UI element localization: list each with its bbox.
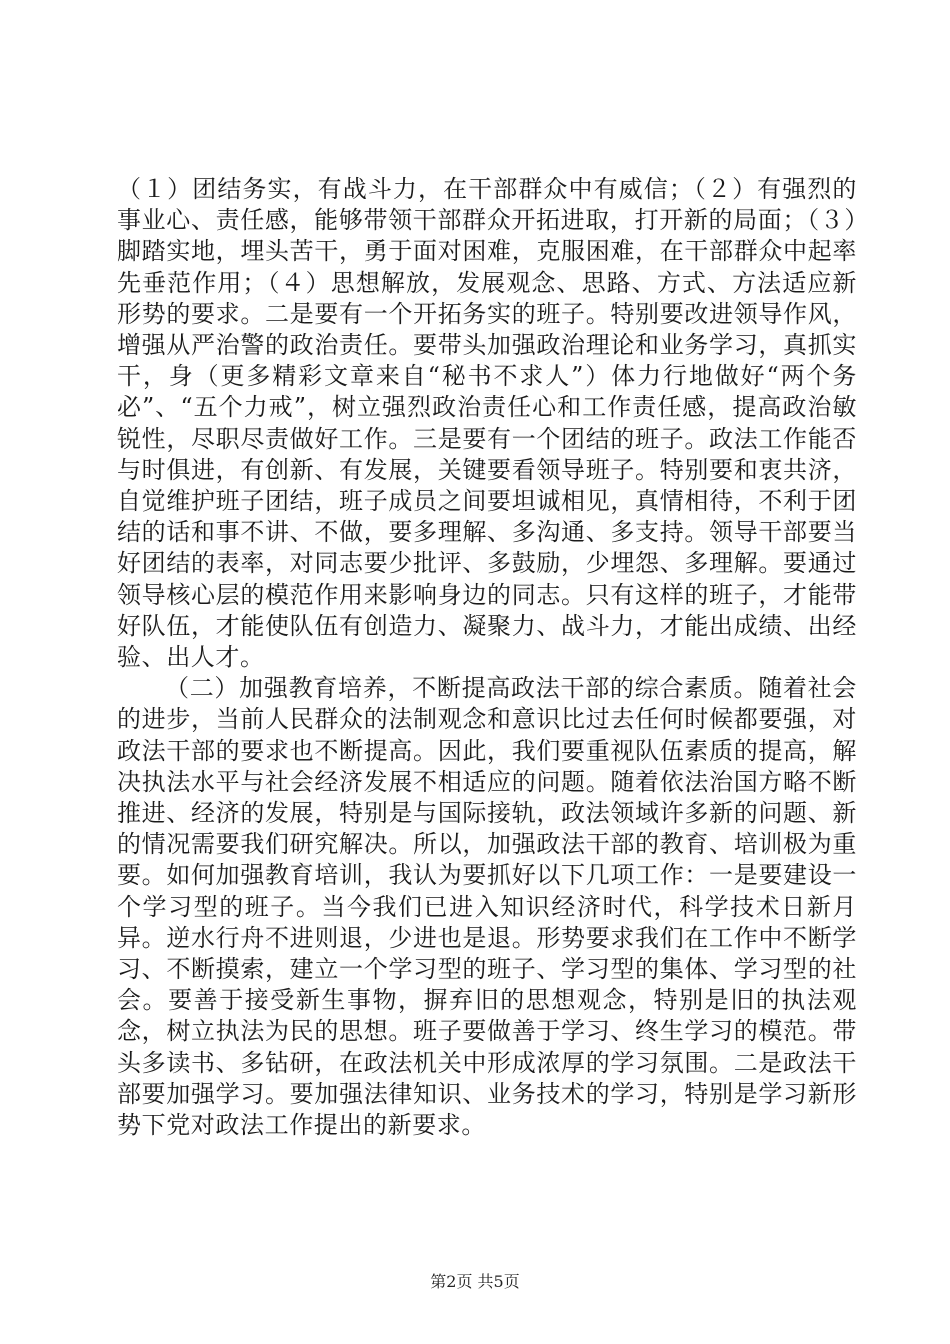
paragraph-continuation: （１）团结务实，有战斗力，在干部群众中有威信；（２）有强烈的事业心、责任感，能够带领干部群众开拓进取，打开新的局面；（３）脚踏实地，埋头苦干，勇于面对困难，克服困难，在干部群众中起率先垂范作用；（４）思想解放，发展观念、思路、方式、方法适应新形势的要求。二是要有一个开拓务实的班子。特别要改进领导作风，增强从严治警的政治责任。要带头加强政治理论和业务学习，真抓实干，身（更多精彩文章来自“秘书不求人”）体力行地做好“两个务必”、“五个力戒”，树立强烈政治责任心和工作责任感，提高政治敏锐性，尽职尽责做好工作。三是要有一个团结的班子。政法工作能否与时俱进，有创新、有发展，关键要看领导班子。特别要和衷共济，自觉维护班子团结，班子成员之间要坦诚相见，真情相待，不利于团结的话和事不讲、不做，要多理解、多沟通、多支持。领导干部要当好团结的表率，对同志要少批评、多鼓励，少埋怨、多理解。要通过领导核心层的模范作用来影响身边的同志。只有这样的班子，才能带好队伍，才能使队伍有创造力、凝聚力、战斗力，才能出成绩、出经验、出人才。 xyxy=(117,175,857,672)
paragraph-section-two: （二）加强教育培养，不断提高政法干部的综合素质。随着社会的进步，当前人民群众的法制观念和意识比过去任何时候都要强，对政法干部的要求也不断提高。因此，我们要重视队伍素质的提高，解决执法水平与社会经济发展不相适应的问题。随着依法治国方略不断推进、经济的发展，特别是与国际接轨，政法领域许多新的问题、新的情况需要我们研究解决。所以，加强政法干部的教育、培训极为重要。如何加强教育培训，我认为要抓好以下几项工作：一是要建设一个学习型的班子。当今我们已进入知识经济时代，科学技术日新月异。逆水行舟不进则退，少进也是退。形势要求我们在工作中不断学习、不断摸索，建立一个学习型的班子、学习型的集体、学习型的社会。要善于接受新生事物，摒弃旧的思想观念，特别是旧的执法观念，树立执法为民的思想。班子要做善于学习、终生学习的模范。带头多读书、多钻研，在政法机关中形成浓厚的学习氛围。二是政法干部要加强学习。要加强法律知识、业务技术的学习，特别是学习新形势下党对政法工作提出的新要求。 xyxy=(117,674,857,1140)
document-body xyxy=(117,174,857,1141)
page-number: 第2页 共5页 xyxy=(430,1272,520,1291)
